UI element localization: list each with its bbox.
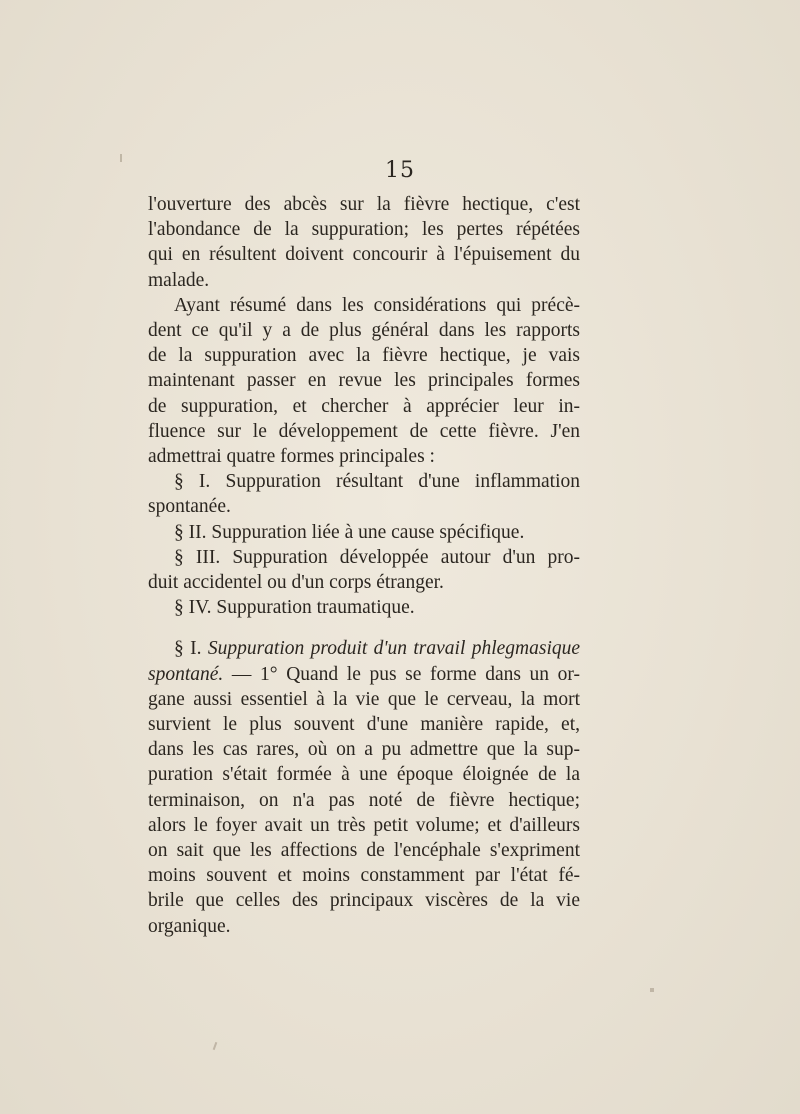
section-heading-number: § I. bbox=[174, 638, 202, 660]
paper-speck bbox=[120, 154, 122, 162]
text-line: malade. bbox=[148, 269, 210, 291]
text-line: puration s'était formée à une époque éloignée de la bbox=[148, 764, 580, 786]
text-line: dans les cas rares, où on a pu admettre que la sup- bbox=[148, 739, 580, 761]
text-line: brile que celles des principaux viscères de la vie bbox=[148, 890, 580, 912]
section-heading bbox=[148, 636, 580, 661]
page-number: 15 bbox=[385, 158, 415, 183]
text-line: § II. Suppuration liée à une cause spécifique. bbox=[174, 521, 525, 543]
text-line: alors le foyer avait un très petit volume; et d'ailleurs bbox=[148, 814, 580, 836]
text-line: § IV. Suppuration traumatique. bbox=[174, 597, 415, 619]
text-line: organique. bbox=[148, 915, 231, 937]
text-line: dent ce qu'il y a de plus général dans les rapports bbox=[148, 320, 580, 342]
text-line: on sait que les affections de l'encéphale s'expriment bbox=[148, 840, 580, 862]
page-text bbox=[148, 192, 580, 939]
text-line: maintenant passer en revue les principales formes bbox=[148, 370, 580, 392]
text-line: Ayant résumé dans les considérations qui précè- bbox=[174, 294, 580, 316]
text-line: l'ouverture des abcès sur la fièvre hectique, c'est bbox=[148, 194, 580, 215]
text-line: § I. Suppuration résultant d'une inflammation bbox=[174, 471, 580, 493]
text-line: de suppuration, et chercher à apprécier leur in- bbox=[148, 395, 580, 417]
text-line: duit accidentel ou d'un corps étranger. bbox=[148, 572, 444, 594]
text-line: moins souvent et moins constamment par l'état fé- bbox=[148, 865, 580, 887]
text-line: terminaison, on n'a pas noté de fièvre hectique; bbox=[148, 789, 580, 811]
paper-speck bbox=[650, 988, 654, 992]
text-line: gane aussi essentiel à la vie que le cerveau, la mort bbox=[148, 688, 580, 710]
text-line: § III. Suppuration développée autour d'un pro- bbox=[174, 546, 580, 568]
text-line bbox=[148, 662, 580, 687]
text-line: de la suppuration avec la fièvre hectique, je vais bbox=[148, 345, 580, 367]
text-line: l'abondance de la suppuration; les pertes répétées bbox=[148, 219, 580, 241]
text-line: admettrai quatre formes principales : bbox=[148, 446, 435, 468]
section-heading-title: Suppuration produit d'un travail phlegmasique bbox=[207, 638, 581, 660]
text-line: survient le plus souvent d'une manière rapide, et, bbox=[148, 714, 580, 736]
text-line: qui en résultent doivent concourir à l'épuisement du bbox=[148, 244, 580, 266]
text-line: spontanée. bbox=[148, 496, 231, 518]
section-heading-title-cont: spontané. bbox=[148, 663, 224, 685]
paper-speck bbox=[213, 1042, 218, 1050]
text-line: fluence sur le développement de cette fièvre. J'en bbox=[148, 420, 580, 442]
section-gap bbox=[148, 620, 580, 636]
section-first-line: — 1° Quand le pus se forme dans un or- bbox=[231, 663, 581, 685]
